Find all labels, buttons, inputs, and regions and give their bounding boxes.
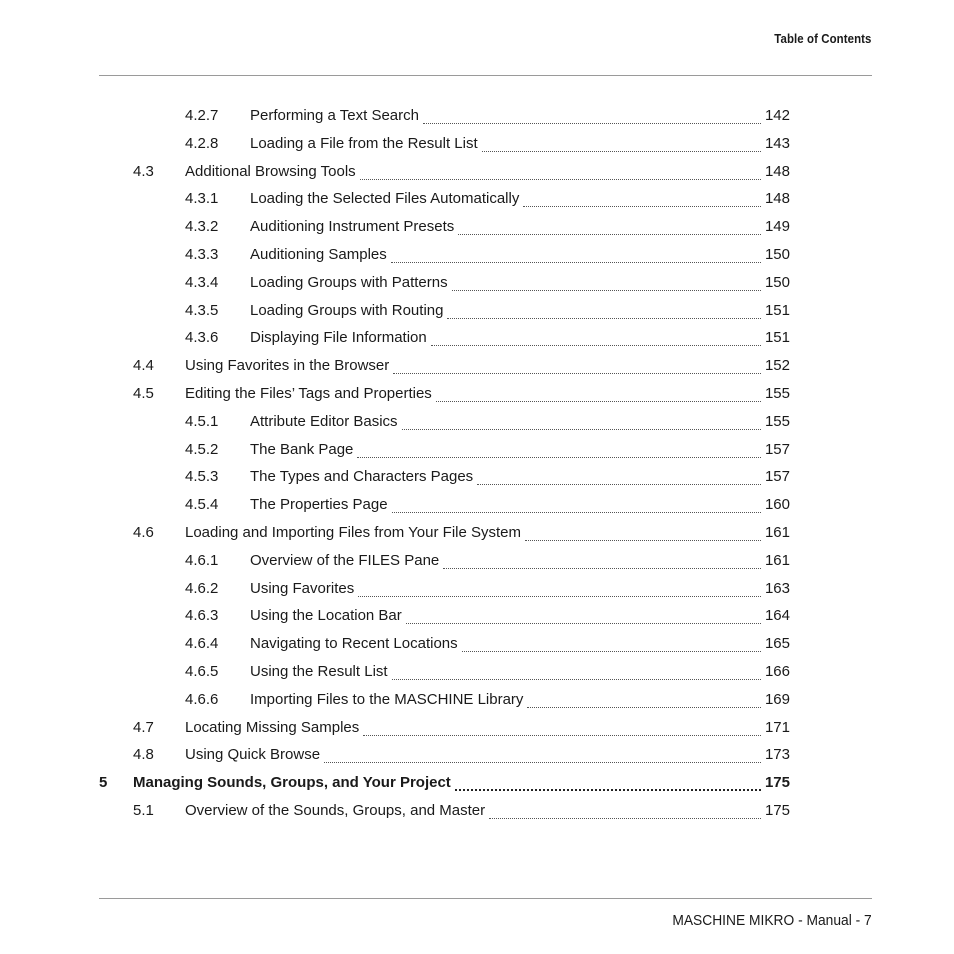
toc-entry-number: 4.6.3 xyxy=(185,607,219,625)
toc-entry[interactable] xyxy=(0,631,954,657)
toc-entry[interactable] xyxy=(0,548,954,574)
toc-entry-page: 175 xyxy=(764,802,790,819)
toc-entry[interactable] xyxy=(0,464,954,490)
toc-entry-number: 4.5.3 xyxy=(185,468,219,486)
toc-entry-page: 173 xyxy=(764,746,790,764)
toc-entry[interactable] xyxy=(0,659,954,685)
toc-dot-leader xyxy=(357,457,761,458)
header-title: Table of Contents xyxy=(774,31,872,46)
toc-entry-number: 4.7 xyxy=(133,718,154,736)
toc-entry-line xyxy=(250,603,790,629)
toc-entry-page: 157 xyxy=(764,440,790,458)
toc-entry-title: Using the Result List xyxy=(250,663,388,680)
toc-entry-title: Loading and Importing Files from Your File System xyxy=(185,524,521,541)
toc-dot-leader xyxy=(447,318,761,319)
toc-dot-leader xyxy=(462,651,761,652)
toc-entry-title: Displaying File Information xyxy=(250,329,427,347)
toc-entry-title: Loading Groups with Routing xyxy=(250,301,444,319)
toc-dot-leader xyxy=(402,429,761,430)
toc-dot-leader xyxy=(431,345,761,346)
toc-dot-leader xyxy=(436,401,761,402)
toc-entry[interactable] xyxy=(0,325,954,351)
toc-entry-line xyxy=(185,381,790,407)
footer-text: MASCHINE MIKRO - Manual - 7 xyxy=(672,912,872,929)
toc-entry-page: 171 xyxy=(764,718,790,736)
toc-entry-line xyxy=(185,715,790,741)
toc-entry-title: Using Favorites xyxy=(250,579,355,597)
toc-entry-line xyxy=(250,214,790,240)
toc-entry-line xyxy=(250,492,790,518)
toc-entry-page: 151 xyxy=(764,329,790,347)
toc-entry-title: Attribute Editor Basics xyxy=(250,412,398,430)
toc-entry-line xyxy=(250,131,790,157)
toc-entry-number: 4.4 xyxy=(133,357,154,375)
toc-entry-line xyxy=(250,576,790,602)
toc-dot-leader xyxy=(393,373,761,374)
toc-entry-line xyxy=(185,353,790,379)
toc-entry-page: 152 xyxy=(764,357,790,375)
toc-entry-number: 4.3.3 xyxy=(185,246,219,263)
toc-entry-page: 161 xyxy=(764,524,790,541)
toc-entry-page: 148 xyxy=(764,190,790,208)
toc-dot-leader xyxy=(527,707,761,708)
toc-entry-page: 161 xyxy=(764,551,790,569)
toc-entry-line xyxy=(185,520,790,546)
toc-entry[interactable] xyxy=(0,798,954,824)
toc-entry[interactable] xyxy=(0,520,954,546)
toc-entry-title: Overview of the Sounds, Groups, and Master xyxy=(185,802,486,819)
toc-entry-title: The Properties Page xyxy=(250,496,388,514)
toc-entry-line xyxy=(250,186,790,212)
toc-entry-number: 4.6.4 xyxy=(185,635,219,653)
toc-entry-line xyxy=(250,687,790,713)
toc-entry-number: 4.3.2 xyxy=(185,218,219,236)
toc-dot-leader xyxy=(489,818,761,819)
toc-entry-number: 4.2.7 xyxy=(185,107,219,124)
toc-entry-title: Loading the Selected Files Automatically xyxy=(250,190,520,208)
toc-entry[interactable] xyxy=(0,381,954,407)
toc-entry-number: 4.3.5 xyxy=(185,301,219,319)
toc-entry-line xyxy=(250,242,790,268)
toc-entry-line xyxy=(250,464,790,490)
toc-entry-number: 4.6.1 xyxy=(185,551,219,569)
toc-entry[interactable] xyxy=(0,742,954,768)
toc-entry-title: Performing a Text Search xyxy=(250,107,419,124)
toc-entry-number: 4.6.5 xyxy=(185,663,219,680)
toc-entry-title: Navigating to Recent Locations xyxy=(250,635,458,653)
toc-entry-page: 169 xyxy=(764,690,790,708)
toc-entry-line xyxy=(185,159,790,185)
toc-dot-leader xyxy=(525,540,761,541)
toc-entry-number: 4.2.8 xyxy=(185,134,219,152)
toc-entry-title: Using Favorites in the Browser xyxy=(185,357,390,375)
toc-entry-line xyxy=(185,742,790,768)
toc-entry-title: Loading a File from the Result List xyxy=(250,134,478,152)
toc-entry-title: Auditioning Instrument Presets xyxy=(250,218,455,236)
toc-entry-line xyxy=(185,798,790,824)
toc-entry-line xyxy=(250,548,790,574)
toc-entry-title: Importing Files to the MASCHINE Library xyxy=(250,690,524,708)
toc-entry-line xyxy=(250,437,790,463)
toc-entry-number: 4.3.4 xyxy=(185,273,219,291)
toc-entry-number: 4.8 xyxy=(133,746,154,764)
toc-dot-leader xyxy=(360,179,761,180)
toc-entry[interactable] xyxy=(0,270,954,296)
toc-entry[interactable] xyxy=(0,770,954,796)
toc-entry-page: 165 xyxy=(764,635,790,653)
toc-entry[interactable] xyxy=(0,131,954,157)
toc-entry-number: 5.1 xyxy=(133,802,154,819)
toc-entry-number: 4.5.2 xyxy=(185,440,219,458)
toc-entry-title: The Types and Characters Pages xyxy=(250,468,474,486)
toc-entry-line xyxy=(250,270,790,296)
toc-entry-number: 4.3 xyxy=(133,162,154,180)
toc-entry-line xyxy=(133,770,790,796)
toc-entry-page: 143 xyxy=(764,134,790,152)
toc-entry-page: 149 xyxy=(764,218,790,236)
toc-entry-title: Additional Browsing Tools xyxy=(185,162,356,180)
toc-entry-number: 4.3.6 xyxy=(185,329,219,347)
toc-entry-title: Using the Location Bar xyxy=(250,607,402,625)
toc-entry-number: 4.6.2 xyxy=(185,579,219,597)
toc-entry-title: Locating Missing Samples xyxy=(185,718,360,736)
toc-entry-title: Using Quick Browse xyxy=(185,746,321,764)
toc-entry[interactable] xyxy=(0,715,954,741)
toc-dot-leader xyxy=(392,512,761,513)
toc-entry-number: 4.5.4 xyxy=(185,496,219,514)
toc-entry-page: 142 xyxy=(764,107,790,124)
toc-entry-title: Overview of the FILES Pane xyxy=(250,551,440,569)
toc-entry[interactable] xyxy=(0,687,954,713)
toc-dot-leader xyxy=(482,151,761,152)
toc-entry-title: Editing the Files’ Tags and Properties xyxy=(185,385,432,402)
toc-entry-number: 4.3.1 xyxy=(185,190,219,208)
toc-entry-title: Loading Groups with Patterns xyxy=(250,273,448,291)
toc-entry[interactable] xyxy=(0,492,954,518)
toc-entry-number: 5 xyxy=(99,774,108,792)
toc-entry[interactable] xyxy=(0,603,954,629)
toc-entry-line xyxy=(250,103,790,129)
toc-entry[interactable] xyxy=(0,159,954,185)
toc-entry-title: The Bank Page xyxy=(250,440,354,458)
toc-dot-leader xyxy=(391,262,761,263)
toc-entry-number: 4.5.1 xyxy=(185,412,219,430)
toc-dot-leader xyxy=(477,484,761,485)
toc-entry-line xyxy=(250,325,790,351)
toc-entry[interactable] xyxy=(0,186,954,212)
header-divider xyxy=(99,75,872,76)
toc-entry-line xyxy=(250,298,790,324)
toc-dot-leader xyxy=(455,789,761,791)
toc-entry-page: 150 xyxy=(764,273,790,291)
toc-entry[interactable] xyxy=(0,353,954,379)
toc-dot-leader xyxy=(423,123,761,124)
toc-entry[interactable] xyxy=(0,437,954,463)
toc-entry-number: 4.6.6 xyxy=(185,690,219,708)
toc-dot-leader xyxy=(363,735,761,736)
toc-dot-leader xyxy=(452,290,761,291)
toc-entry-page: 157 xyxy=(764,468,790,486)
toc-entry[interactable] xyxy=(0,103,954,129)
toc-dot-leader xyxy=(324,762,761,763)
toc-entry[interactable] xyxy=(0,576,954,602)
toc-dot-leader xyxy=(392,679,761,680)
toc-entry-page: 164 xyxy=(764,607,790,625)
toc-dot-leader xyxy=(523,206,761,207)
toc-entry-page: 160 xyxy=(764,496,790,514)
toc-entry-title: Auditioning Samples xyxy=(250,246,387,263)
toc-entry[interactable] xyxy=(0,298,954,324)
toc-entry-page: 175 xyxy=(764,774,790,792)
toc-entry-page: 163 xyxy=(764,579,790,597)
toc-entry-line xyxy=(250,409,790,435)
toc-dot-leader xyxy=(443,568,761,569)
toc-entry-title: Managing Sounds, Groups, and Your Project xyxy=(133,774,451,792)
toc-entry[interactable] xyxy=(0,242,954,268)
footer-divider xyxy=(99,898,872,899)
toc-entry-number: 4.6 xyxy=(133,524,154,541)
toc-entry-page: 150 xyxy=(764,246,790,263)
toc-entry-line xyxy=(250,631,790,657)
toc-dot-leader xyxy=(406,623,761,624)
toc-entry-number: 4.5 xyxy=(133,385,154,402)
toc-entry-page: 155 xyxy=(764,412,790,430)
toc-entry-line xyxy=(250,659,790,685)
toc-entry[interactable] xyxy=(0,214,954,240)
toc-entry-page: 151 xyxy=(764,301,790,319)
toc-entry-page: 155 xyxy=(764,385,790,402)
toc-dot-leader xyxy=(458,234,761,235)
toc-entry[interactable] xyxy=(0,409,954,435)
toc-dot-leader xyxy=(358,596,761,597)
toc-entry-page: 166 xyxy=(764,663,790,680)
toc-entry-page: 148 xyxy=(764,162,790,180)
